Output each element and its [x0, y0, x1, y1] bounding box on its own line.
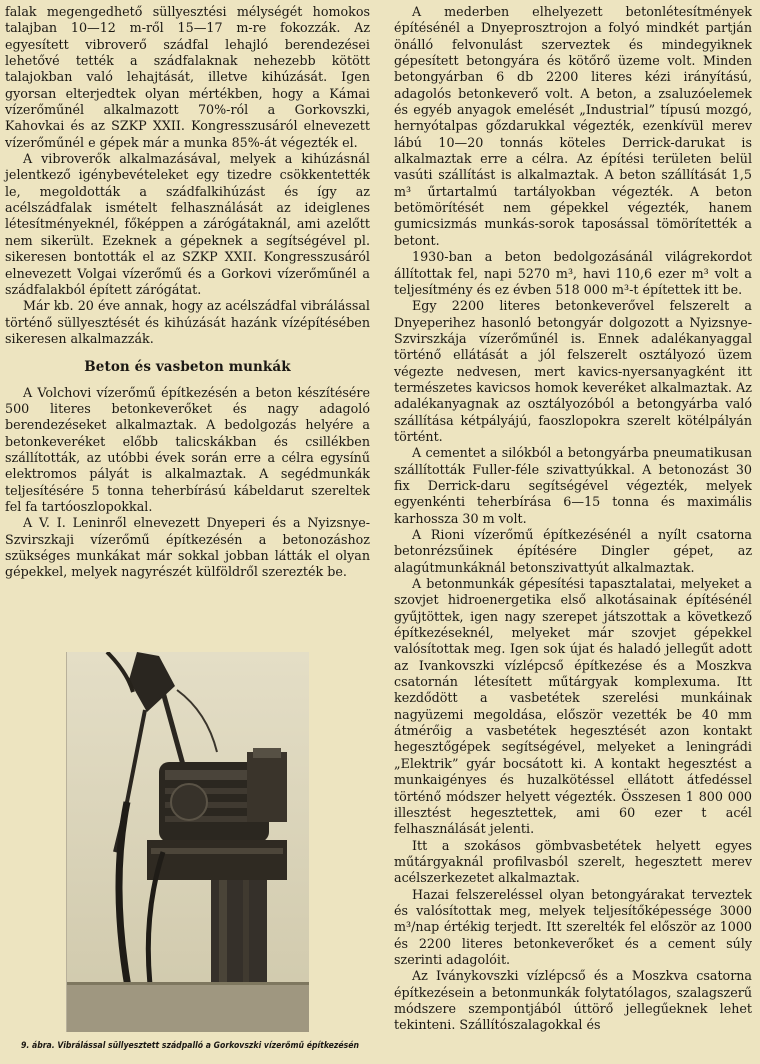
paragraph: Már kb. 20 éve annak, hogy az acélszádfal vibrálással történő süllyesztését és kihúzását hazánk vízépítésében sikeresen alkalmazzák. — [5, 298, 370, 346]
section-heading: Beton és vasbeton munkák — [84, 359, 291, 376]
paragraph: A V. I. Leninről elnevezett Dnyeperi és a Nyizsnye-Szvirszkaji vízerőmű építkezésén a betonozáshoz szükséges munkákat már sokkal jobban látták el olyan gépekkel, melyek nagyrészét külföldről szerezték be. — [5, 515, 370, 580]
paragraph: falak megengedhető süllyesztési mélységét homokos talajban 10—12 m-ről 15—17 m-re fokozzák. Az egyesített vibroverő szádfal lehajló berendezései lehetővé tették a szádfalaknak nehezebb kötött talajokban való lehajtását, illetve kihúzását. Igen gyorsan elterjedtek olyan mértékben, hogy a Kámai vízerőműnél alkalmazott 70%-ról a Gorkovszki, Kahovkai és az SZKP XXII. Kongresszusáról elnevezett vízerőműnél e gépek már a munka 85%-át végezték el. — [5, 4, 370, 150]
figure-photo — [66, 652, 309, 1032]
paragraph: A Rioni vízerőmű építkezésénél a nyílt csatorna betonrézsűinek építésére Dingler gépet, az alagútmunkáknál betonszivattyút alkalmaztak. — [394, 527, 752, 575]
paragraph: A Volchovi vízerőmű építkezésén a beton készítésére 500 literes betonkeverőket és nagy adagoló berendezéseket alkalmaztak. A bedolgozás helyére a betonkeveréket előbb talicskákban és csillékben szállították, az utóbbi évek során erre a célra egysínű elektromos pályát is alkalmaztak. A segédmunkák teljesítésére 5 tonna teherbírású kábeldarut szereltek fel fa tartóoszlopokkal. — [5, 384, 370, 514]
paragraph: A betonmunkák gépesítési tapasztalatai, melyeket a szovjet hidroenergetika első alkotásainak építésénél gyűjtöttek, igen nagy szerepet játszottak a következő építkezéseknél, melyeket már szovjet gépekkel valósítottak meg. Igen sok újat és haladó jellegűt adott az Ivankovszki vízlépcső építkezése és a Moszkva csatornán létesített műtárgyak komplexuma. Itt kezdődött a vasbetétek szerelési munkáinak nagyüzemi megoldása, először vezették be 40 mm átmérőig a vasbetétek hegesztését azon kontakt hegesztőgépek segítségével, melyeket a leningrádi „Elektrik” gyár bocsátott ki. A kontakt hegesztést a munkaigényes és huzalkötéssel ellátott átfedéssel történő módszer helyett végezték. Összesen 1 800 000 illesztést hegesztettek, ami 60 ezer t acél felhasználását jelenti. — [394, 576, 752, 837]
figure-caption: 9. ábra. Vibrálással süllyesztett szádpalló a Gorkovszki vízerőmű építkezésén — [20, 1041, 360, 1051]
paragraph: A mederben elhelyezett betonlétesítmények építésénél a Dnyeprosztrojon a folyó mindkét partján önálló felvonulást szerveztek és mindegyiknek gépesített betongyára és kötőrő üzeme volt. Minden betongyárban 6 db 2200 literes kézi irányítású, adagolós betonkeverő volt. A beton, a zsaluzóelemek és egyéb anyagok emelését „Industrial” típusú mozgó, hernyótalpas gőzdarukkal végezték, ezenkívül merev lábú 10—20 tonnás köteles Derrick-darukat is alkalmaztak erre a célra. Az építési területen belül vasúti szállítást is alkalmaztak. A beton szállítását 1,5 m³ űrtartalmú tartályokban végezték. A beton betömörítését nem gépekkel végezték, hanem gumicsizmás munkás-sorok taposással tömörítették a betont. — [394, 4, 752, 248]
vibrator-machine-photo — [67, 652, 309, 1032]
paragraph: Az Iványkovszki vízlépcső és a Moszkva csatorna építkezésein a betonmunkák folytatólagos, szalagszerű módszere szempontjából úttörő jellegűeknek lehet tekinteni. Szállítószalagokkal és — [394, 968, 752, 1033]
paragraph: Itt a szokásos gömbvasbetétek helyett egyes műtárgyaknál profilvasból szerelt, hegesztett merev acélszerkezetet alkalmaztak. — [394, 837, 752, 886]
paragraph: A cementet a silókból a betongyárba pneumatikusan szállították Fuller-féle szivattyúkkal. A betonozást 30 fix Derrick-daru segítségével végezték, melyek egyenkénti teherbírása 6—15 tonna és maximális karhossza 30 m volt. — [394, 445, 752, 526]
left-column — [5, 4, 370, 581]
paragraph: Egy 2200 literes betonkeverővel felszerelt a Dnyeperihez hasonló betongyár dolgozott a Nyizsnye-Szvirszkája vízerőműnél is. Ennek adalékanyaggal történő ellátását a jól felszerelt osztályozó üzem végezte nedvesen, mert kavics-nyersanyagként itt természetes kavicsos homok keveréket alkalmaztak. Az adalékanyagnak az osztályozóból a betongyárba való szállítása kétpályájú, faoszlopokra szerelt kötélpályán történt. — [394, 298, 752, 444]
paragraph: A vibroverők alkalmazásával, melyek a kihúzásnál jelentkező igénybevételeket egy tizedre csökkentették le, megoldották a szádfalkihúzást és így az acélszádfalak ismételt felhasználását az ideiglenes létesítményeknél, főképpen a zárógátaknál, ami azelőtt nem sikerült. Ezeknek a gépeknek a segítségével pl. sikeresen bontották el az SZKP XXII. Kongresszusáról elnevezett Volgai vízerőmű és a Gorkovi vízerőműnél a szádfalakból épített zárógátat. — [5, 151, 370, 297]
paragraph: Hazai felszereléssel olyan betongyárakat terveztek és valósítottak meg, melyek teljesítőképessége 3000 m³/nap értékig terjedt. Itt szerelték fel először az 1000 és 2200 literes betonkeverőket és a cement súly szerinti adagolóit. — [394, 886, 752, 967]
right-column — [394, 4, 752, 1034]
paragraph: 1930-ban a beton bedolgozásánál világrekordot állítottak fel, napi 5270 m³, havi 110,6 ezer m³ volt a teljesítmény és ez évben 518 000 m³-t építettek itt be. — [394, 249, 752, 297]
